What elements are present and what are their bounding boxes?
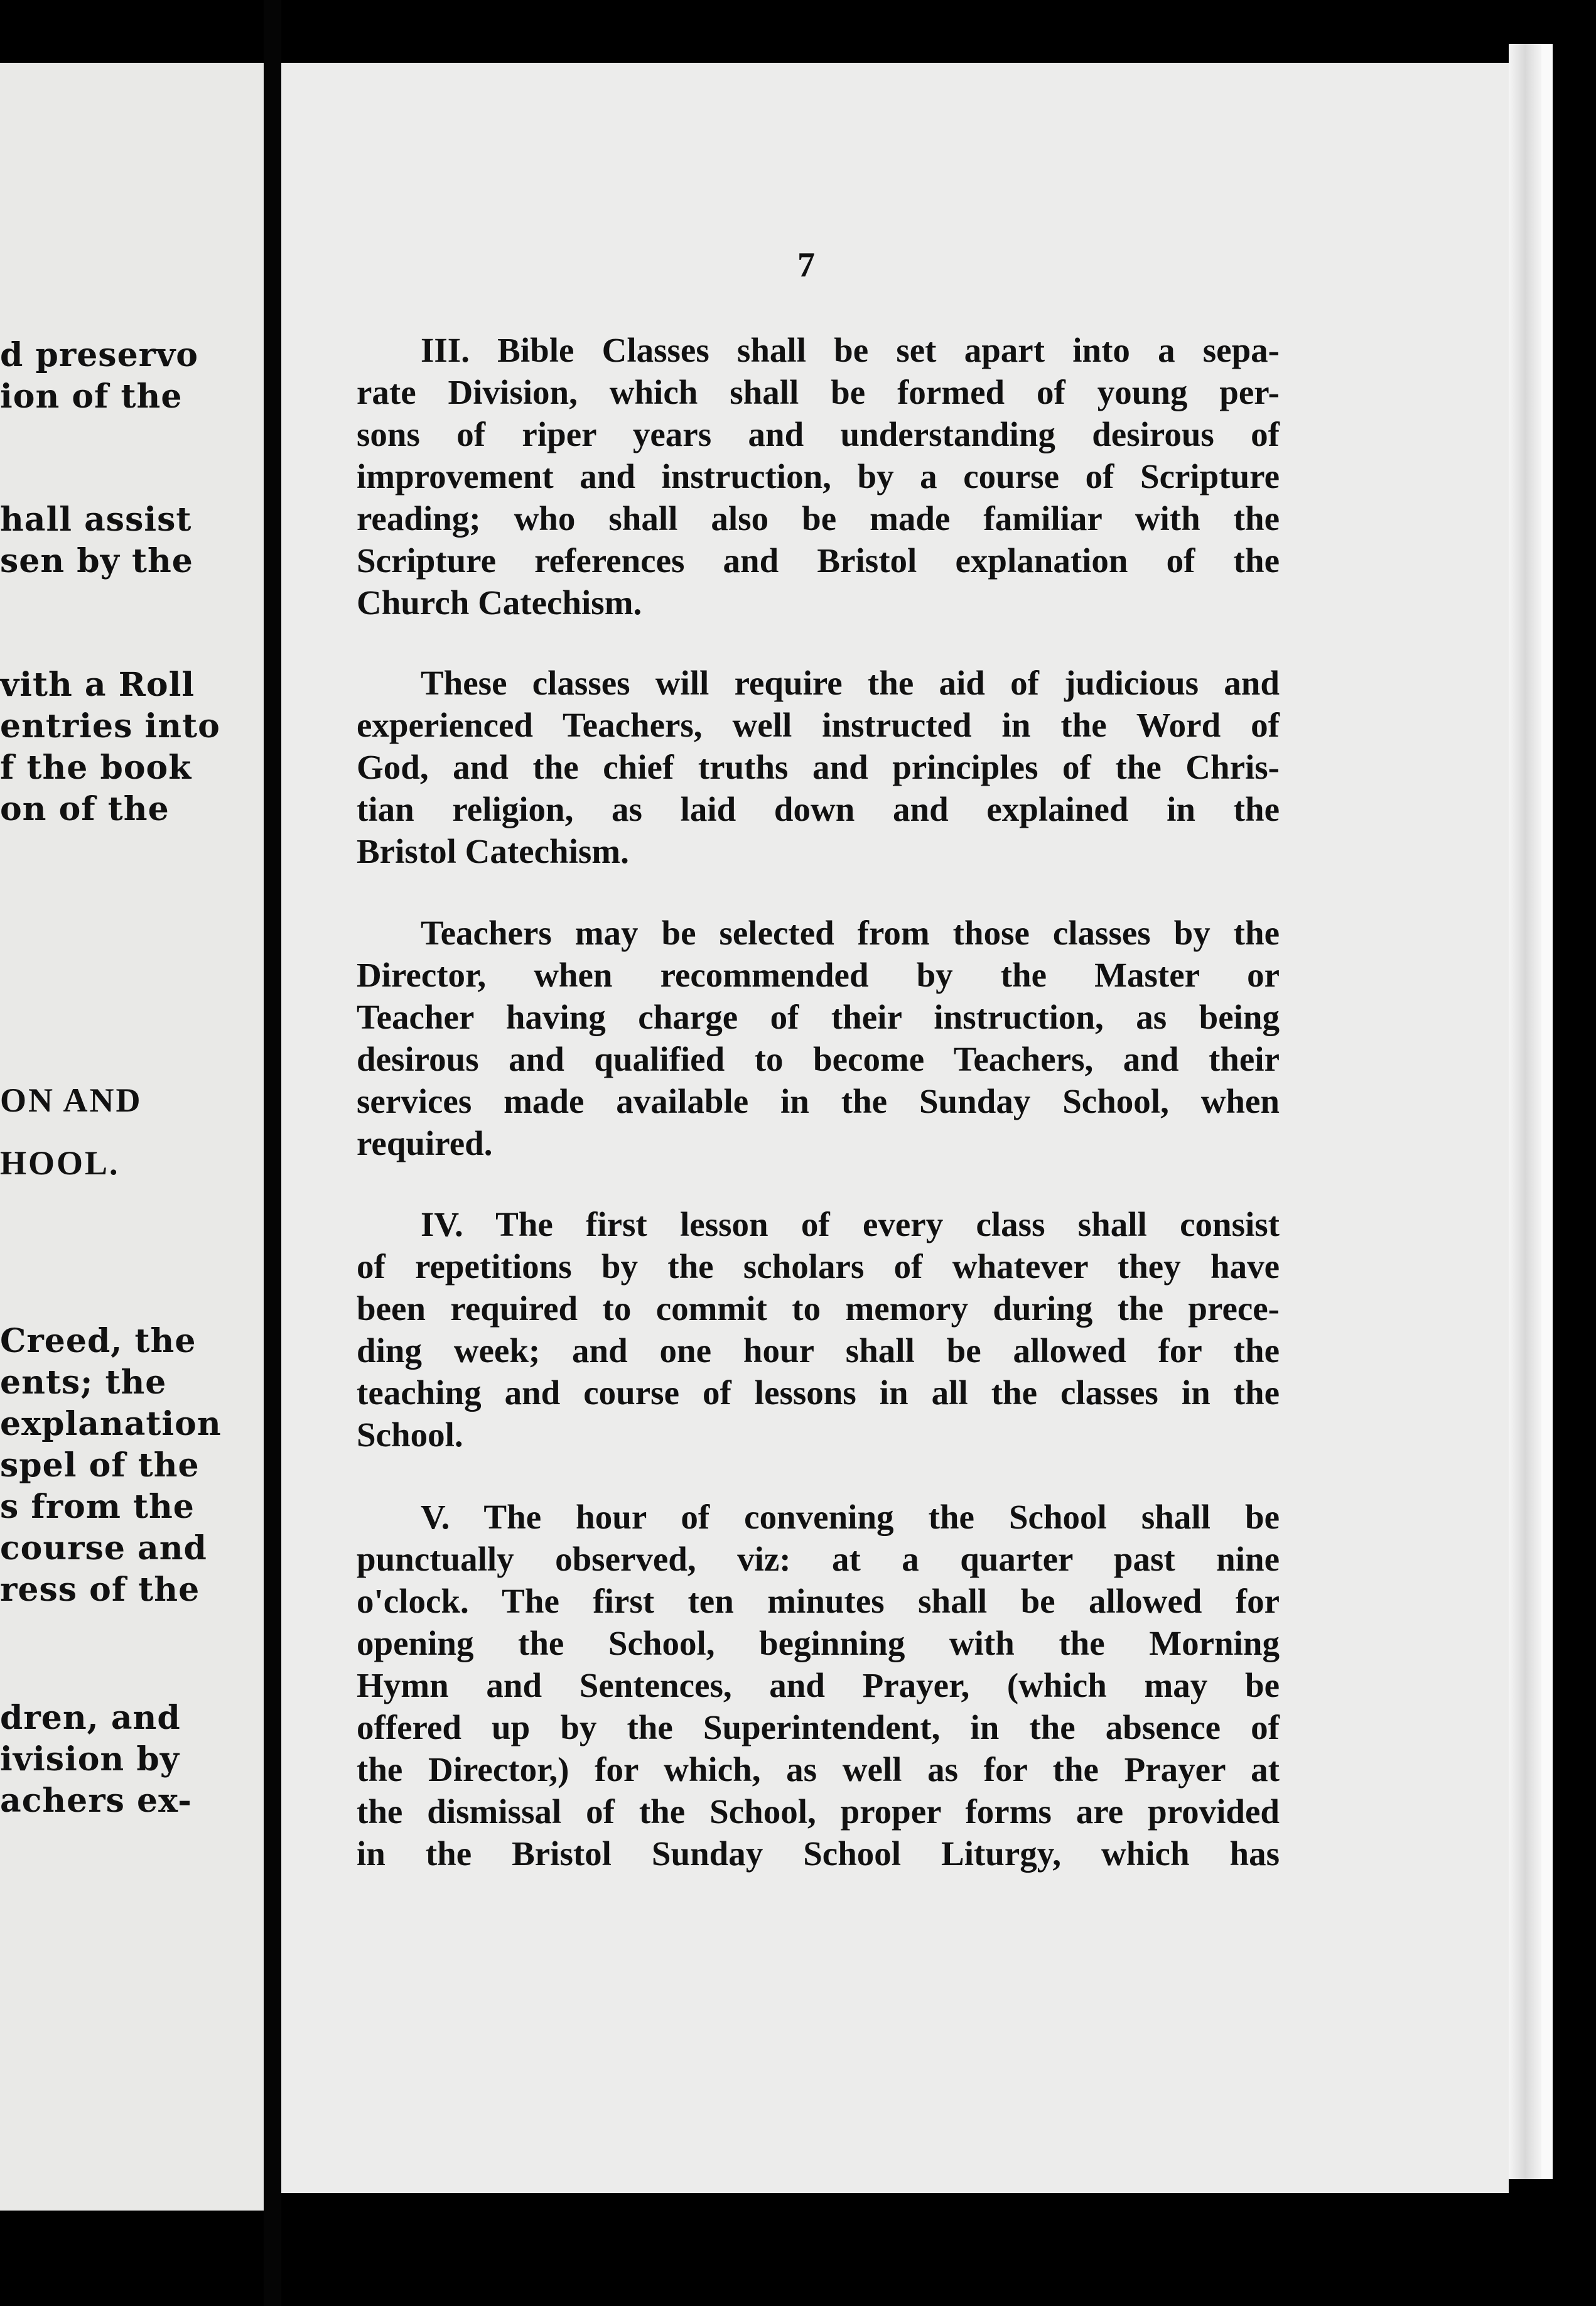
text-line: Director, when recommended by the Master or: [357, 956, 1280, 994]
text-line: Scripture references and Bristol explanation of the: [357, 541, 1280, 580]
text-line: God, and the chief truths and principles of the Chris-: [357, 748, 1280, 786]
text-line: Teacher having charge of their instruction, as being: [357, 998, 1280, 1036]
left-fragment: ents; the: [0, 1363, 167, 1402]
left-page: [0, 63, 264, 2211]
text-line: improvement and instruction, by a course of Scripture: [357, 457, 1280, 495]
left-fragment: ress of the: [0, 1571, 200, 1609]
left-fragment: on of the: [0, 790, 170, 828]
text-line: IV. The first lesson of every class shall consist: [421, 1205, 1280, 1243]
left-fragment: Creed, the: [0, 1322, 197, 1360]
page-number: 7: [797, 246, 815, 284]
text-line: tian religion, as laid down and explained in the: [357, 790, 1280, 828]
text-line: V. The hour of convening the School shall be: [421, 1498, 1280, 1536]
left-fragment: dren, and: [0, 1699, 181, 1737]
left-fragment: ivision by: [0, 1740, 180, 1778]
text-line: III. Bible Classes shall be set apart into a sepa-: [421, 331, 1280, 369]
left-fragment: d preservo: [0, 336, 198, 374]
left-fragment: explanation: [0, 1405, 222, 1443]
text-line: rate Division, which shall be formed of young per-: [357, 373, 1280, 411]
text-line: sons of riper years and understanding desirous of: [357, 415, 1280, 453]
text-line: Church Catechism.: [357, 583, 642, 622]
text-line: the Director,) for which, as well as for the Prayer at: [357, 1750, 1280, 1789]
left-fragment: hall assist: [0, 501, 192, 539]
left-fragment: course and: [0, 1529, 207, 1567]
text-line: These classes will require the aid of judicious and: [421, 664, 1280, 702]
text-line: teaching and course of lessons in all the classes in the: [357, 1373, 1280, 1412]
left-fragment: entries into: [0, 707, 220, 745]
text-line: ding week; and one hour shall be allowed for the: [357, 1331, 1280, 1370]
left-heading: HOOL.: [0, 1144, 120, 1182]
text-line: offered up by the Superintendent, in the absence of: [357, 1708, 1280, 1746]
text-line: of repetitions by the scholars of whatever they have: [357, 1247, 1280, 1286]
book-gutter: [264, 0, 281, 2306]
text-line: School.: [357, 1416, 463, 1454]
left-fragment: ion of the: [0, 377, 183, 416]
left-heading: ON AND: [0, 1081, 143, 1119]
text-line: Teachers may be selected from those classes by the: [421, 914, 1280, 952]
page-edge: [1509, 44, 1541, 2179]
left-fragment: spel of the: [0, 1446, 200, 1485]
text-line: in the Bristol Sunday School Liturgy, which has: [357, 1834, 1280, 1873]
text-line: opening the School, beginning with the Morning: [357, 1624, 1280, 1662]
left-fragment: sen by the: [0, 542, 193, 580]
text-line: o'clock. The first ten minutes shall be allowed for: [357, 1582, 1280, 1620]
text-line: required.: [357, 1124, 493, 1162]
left-fragment: vith a Roll: [0, 666, 195, 704]
left-fragment: s from the: [0, 1488, 195, 1526]
text-line: experienced Teachers, well instructed in the Word of: [357, 706, 1280, 744]
text-line: reading; who shall also be made familiar with the: [357, 499, 1280, 538]
text-line: services made available in the Sunday School, when: [357, 1082, 1280, 1120]
text-line: Hymn and Sentences, and Prayer, (which may be: [357, 1666, 1280, 1704]
text-line: the dismissal of the School, proper forms are provided: [357, 1792, 1280, 1831]
text-line: been required to commit to memory during the prece-: [357, 1289, 1280, 1328]
text-line: desirous and qualified to become Teachers, and their: [357, 1040, 1280, 1078]
left-fragment: f the book: [0, 749, 192, 787]
text-line: Bristol Catechism.: [357, 832, 629, 870]
text-line: punctually observed, viz: at a quarter past nine: [357, 1540, 1280, 1578]
left-fragment: achers ex-: [0, 1782, 192, 1820]
page-edge-highlight: [1541, 44, 1553, 2179]
